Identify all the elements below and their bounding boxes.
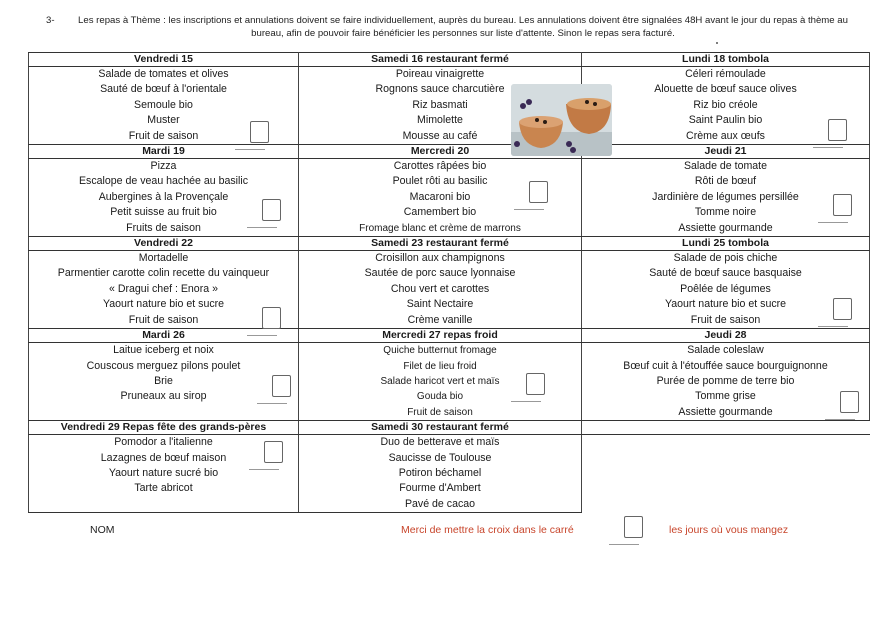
attendance-checkbox[interactable] bbox=[272, 375, 291, 397]
day-cell bbox=[299, 159, 582, 237]
dish: Tomme noire bbox=[694, 206, 757, 219]
dish: Fruit de saison bbox=[128, 129, 199, 142]
dish: Sauté de bœuf sauce basquaise bbox=[649, 267, 802, 280]
dish: Semoule bio bbox=[134, 98, 193, 111]
dish: Lazagnes de bœuf maison bbox=[100, 451, 227, 464]
dish: Couscous merguez pilons poulet bbox=[86, 359, 241, 372]
day-title: Lundi 25 tombola bbox=[582, 237, 870, 251]
dish: Yaourt nature bio et sucre bbox=[102, 298, 225, 311]
dish: Pizza bbox=[150, 160, 177, 173]
day-cell bbox=[29, 435, 299, 513]
dish: « Dragui chef : Enora » bbox=[109, 282, 218, 295]
notice-number: 3- bbox=[46, 15, 55, 26]
dish: Quiche butternut fromage bbox=[383, 345, 497, 357]
dish: Bœuf cuit à l'étouffée sauce bourguignonne bbox=[623, 359, 828, 372]
attendance-checkbox[interactable] bbox=[840, 391, 859, 413]
dish: Saucisse de Toulouse bbox=[388, 451, 492, 464]
attendance-checkbox[interactable] bbox=[833, 298, 852, 320]
day-cell bbox=[582, 343, 870, 421]
dish: Pruneaux au sirop bbox=[120, 390, 207, 403]
dish: Riz basmati bbox=[412, 98, 468, 111]
dish: Purée de pomme de terre bio bbox=[656, 374, 795, 387]
dish: Fourme d'Ambert bbox=[399, 482, 481, 495]
dish: Salade de tomate bbox=[683, 160, 768, 173]
dish: Sautée de porc sauce lyonnaise bbox=[364, 267, 516, 280]
attendance-checkbox[interactable] bbox=[262, 199, 281, 221]
dish: Céleri rémoulade bbox=[685, 68, 766, 80]
dish: Riz bio créole bbox=[693, 98, 758, 111]
dish: Salade de tomates et olives bbox=[98, 68, 229, 80]
dish: Fruit de saison bbox=[690, 313, 761, 326]
dish: Jardinière de légumes persillée bbox=[652, 190, 799, 203]
dish: Fruit de saison bbox=[407, 406, 473, 418]
dish: Crème aux œufs bbox=[686, 129, 765, 142]
dish: Poireau vinaigrette bbox=[395, 68, 485, 80]
dish: Yaourt nature bio et sucre bbox=[664, 298, 787, 311]
day-cell bbox=[299, 435, 582, 513]
dish: Crème vanille bbox=[407, 313, 473, 326]
instruction-text-1: Merci de mettre la croix dans le carré bbox=[401, 524, 574, 536]
day-cell bbox=[29, 251, 299, 329]
dish: Mortadelle bbox=[138, 252, 189, 265]
day-title: Vendredi 29 Repas fête des grands-pères bbox=[29, 421, 299, 435]
dessert-illustration bbox=[511, 84, 612, 156]
day-cell bbox=[582, 159, 870, 237]
dish-empty bbox=[29, 405, 298, 420]
day-cell bbox=[299, 251, 582, 329]
dish: Fromage blanc et crème de marrons bbox=[359, 222, 521, 234]
attendance-checkbox[interactable] bbox=[529, 181, 548, 203]
dish: Parmentier carotte colin recette du vainqueur bbox=[57, 267, 270, 280]
legend-checkbox bbox=[624, 516, 643, 538]
dish: Assiette gourmande bbox=[678, 221, 773, 234]
dish: Aubergines à la Provençale bbox=[98, 190, 229, 203]
dish: Duo de betterave et maïs bbox=[380, 436, 500, 449]
dish: Camembert bio bbox=[403, 206, 477, 219]
dish: Saint Paulin bio bbox=[688, 114, 763, 127]
day-cell bbox=[299, 343, 582, 421]
day-cell bbox=[29, 159, 299, 237]
dish: Rôti de bœuf bbox=[694, 175, 757, 188]
dish: Tomme grise bbox=[695, 390, 756, 403]
dish: Petit suisse au fruit bio bbox=[110, 206, 217, 219]
attendance-checkbox[interactable] bbox=[250, 121, 269, 143]
attendance-checkbox[interactable] bbox=[526, 373, 545, 395]
dish: Chou vert et carottes bbox=[390, 282, 490, 295]
scan-dot bbox=[716, 42, 718, 44]
menu-table bbox=[28, 52, 870, 513]
dish: Fruits de saison bbox=[126, 221, 201, 234]
dish: Poulet rôti au basilic bbox=[392, 175, 488, 188]
dish: Pomodor a l'italienne bbox=[114, 436, 213, 449]
dish: Tarte abricot bbox=[134, 482, 193, 495]
notice-line-1: Les repas à Thème : les inscriptions et annulations doivent se faire individuellement, auprès du bureau. Les annulations doivent être signalées 48H avant le jour du repas à thème au bbox=[78, 15, 848, 26]
day-cell bbox=[29, 67, 299, 145]
dish-empty bbox=[29, 497, 298, 512]
dish: Salade haricot vert et maïs bbox=[380, 375, 500, 387]
dish: Assiette gourmande bbox=[678, 405, 773, 418]
day-title: Mercredi 20 bbox=[299, 145, 582, 159]
dish: Gouda bio bbox=[416, 391, 464, 403]
theme-meal-notice bbox=[46, 14, 866, 40]
day-title: Jeudi 21 bbox=[582, 145, 870, 159]
attendance-checkbox[interactable] bbox=[828, 119, 847, 141]
dish: Mimolette bbox=[417, 114, 463, 127]
day-title: Samedi 30 restaurant fermé bbox=[299, 421, 582, 435]
dessert-photo bbox=[511, 84, 612, 156]
day-title: Mercredi 27 repas froid bbox=[299, 329, 582, 343]
dish: Escalope de veau hachée au basilic bbox=[78, 175, 249, 188]
day-cell-empty bbox=[582, 435, 870, 513]
dish: Croisillon aux champignons bbox=[375, 252, 505, 265]
day-title: Mardi 19 bbox=[29, 145, 299, 159]
name-label: NOM bbox=[90, 524, 115, 536]
day-title: Mardi 26 bbox=[29, 329, 299, 343]
attendance-checkbox[interactable] bbox=[833, 194, 852, 216]
day-title: Samedi 16 restaurant fermé bbox=[299, 53, 582, 67]
day-title: Samedi 23 restaurant fermé bbox=[299, 237, 582, 251]
dish: Poêlée de légumes bbox=[680, 282, 771, 295]
day-cell bbox=[29, 343, 299, 421]
attendance-checkbox[interactable] bbox=[262, 307, 281, 329]
dish: Sauté de bœuf à l'orientale bbox=[100, 83, 227, 96]
dish: Filet de lieu froid bbox=[403, 360, 477, 372]
notice-line-2: bureau, afin de pouvoir faire bénéficier les personnes sur liste d'attente. Sinon le repas sera facturé. bbox=[251, 28, 675, 39]
day-title: Jeudi 28 bbox=[582, 329, 870, 343]
dish: Alouette de bœuf sauce olives bbox=[654, 83, 797, 96]
dish: Potiron béchamel bbox=[398, 466, 482, 479]
day-title: Vendredi 22 bbox=[29, 237, 299, 251]
day-title: Lundi 18 tombola bbox=[582, 53, 870, 67]
dish: Pavé de cacao bbox=[404, 497, 476, 510]
dish: Brie bbox=[154, 374, 173, 387]
instruction-text-2: les jours où vous mangez bbox=[669, 524, 789, 536]
day-cell bbox=[582, 251, 870, 329]
dish: Fruit de saison bbox=[128, 313, 199, 326]
dish: Saint Nectaire bbox=[406, 298, 474, 311]
dish: Yaourt nature sucré bio bbox=[108, 466, 219, 479]
day-title bbox=[582, 421, 870, 435]
attendance-checkbox[interactable] bbox=[264, 441, 283, 463]
dish: Rognons sauce charcutière bbox=[375, 83, 505, 96]
dish: Carottes râpées bio bbox=[393, 160, 487, 173]
dish: Laitue iceberg et noix bbox=[113, 344, 214, 357]
dish: Salade de pois chiche bbox=[673, 252, 778, 265]
dish: Mousse au café bbox=[402, 129, 478, 142]
dish: Muster bbox=[147, 114, 180, 127]
day-cell bbox=[582, 67, 870, 145]
day-title: Vendredi 15 bbox=[29, 53, 299, 67]
dish: Macaroni bio bbox=[409, 190, 471, 203]
dish: Salade coleslaw bbox=[687, 344, 764, 357]
